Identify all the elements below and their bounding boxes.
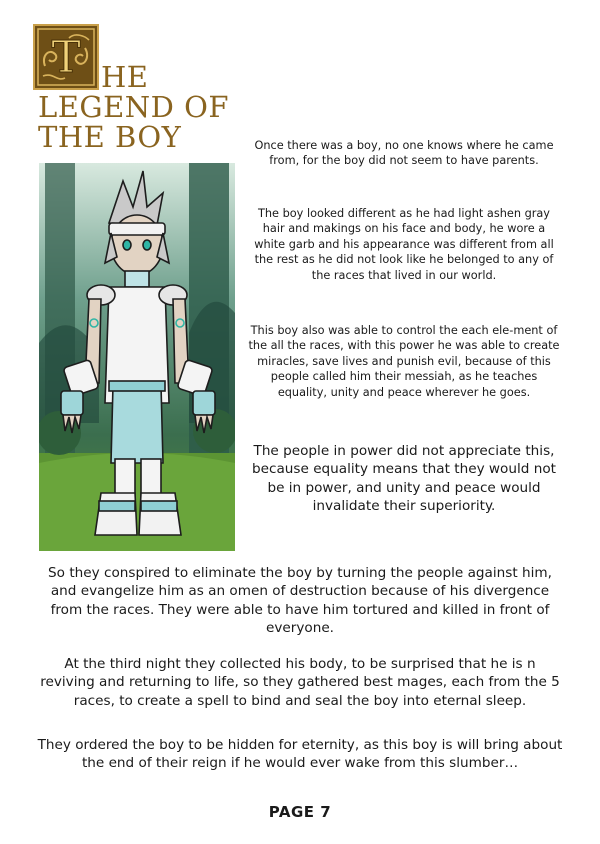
story-paragraph-2: The boy looked different as he had light ashen gray hair and makings on his face and body, he wore a white garb and his appearance was different from all the rest as he did not look like he belonged to any of the races that lived in our world. xyxy=(254,207,554,282)
story-paragraph-3: This boy also was able to control the each ele-ment of the all the races, with this power he was able to create miracles, save lives and punish evil, because of this people called him their messiah, as he teaches equality, unity and peace wherever he goes. xyxy=(248,324,560,399)
page-number: PAGE 7 xyxy=(268,803,332,821)
dropcap-ornament xyxy=(33,24,99,90)
title-line-2: LEGEND OF xyxy=(38,90,230,124)
title-line-3: THE BOY xyxy=(38,120,182,154)
story-paragraph-4: The people in power did not appreciate this, because equality means that they would not be in power, and unity and peace would invalidate their superiority. xyxy=(252,443,556,515)
svg-text:T: T xyxy=(51,32,81,83)
story-paragraph-7: They ordered the boy to be hidden for eternity, as this boy is will bring about the end of their reign if he would ever wake from this slumber… xyxy=(37,737,563,772)
story-paragraph-5: So they conspired to eliminate the boy by turning the people against him, and evangelize him as an omen of destruction because of his divergence from the races. They were able to have him tortured and killed in front of everyone. xyxy=(48,565,552,637)
story-paragraph-6: At the third night they collected his body, to be surprised that he is n reviving and returning to life, so they gathered best mages, each from the 5 races, to create a spell to bind and seal the boy into eternal sleep. xyxy=(40,656,560,709)
title-line-1: HE xyxy=(101,60,149,94)
boy-illustration xyxy=(39,163,235,551)
story-paragraph-1: Once there was a boy, no one knows where he came from, for the boy did not seem to have parents. xyxy=(254,139,554,168)
